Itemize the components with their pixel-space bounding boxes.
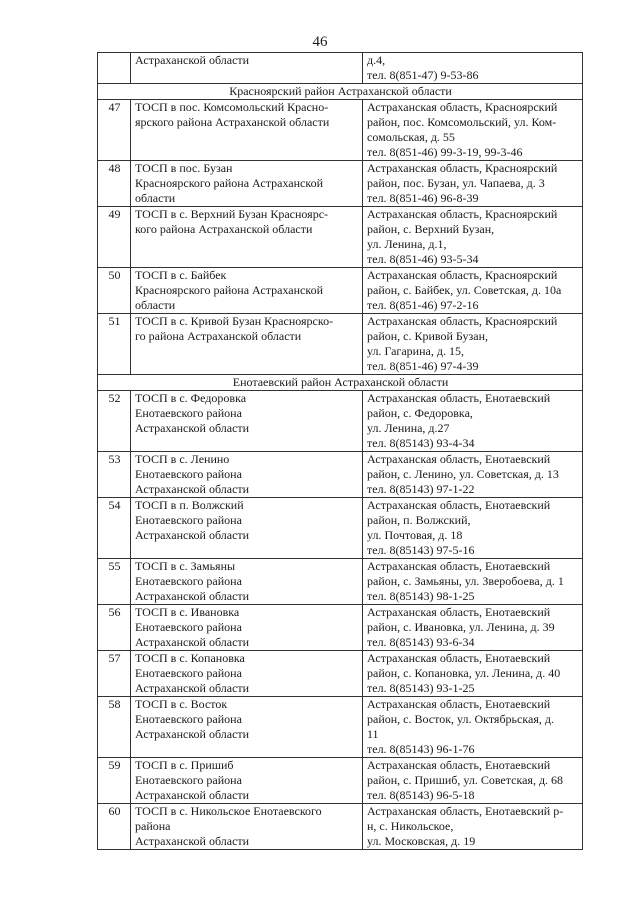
row-number: 48 [98, 161, 131, 207]
office-name: ТОСП в с. Федоровка Енотаевского района Астраханской области [131, 391, 363, 452]
office-address: Астраханская область, Енотаевский район, п. Волжский, ул. Почтовая, д. 18 тел. 8(85143) 97-5-16 [363, 498, 583, 559]
continuation-row [98, 53, 583, 84]
region-header-row [98, 375, 583, 391]
row-number: 50 [98, 268, 131, 314]
office-address: Астраханская область, Енотаевский район, с. Ленино, ул. Советская, д. 13 тел. 8(85143) 97-1-22 [363, 452, 583, 498]
region-title: Енотаевский район Астраханской области [98, 375, 583, 391]
office-address: Астраханская область, Красноярский район, пос. Бузан, ул. Чапаева, д. 3 тел. 8(851-46) 96-8-39 [363, 161, 583, 207]
table-row [98, 268, 583, 314]
office-address: Астраханская область, Красноярский район, с. Байбек, ул. Советская, д. 10а тел. 8(851-46) 97-2-16 [363, 268, 583, 314]
office-name: ТОСП в с. Никольское Енотаевского района Астраханской области [131, 804, 363, 850]
offices-table [97, 52, 583, 850]
table-row [98, 100, 583, 161]
table-row [98, 605, 583, 651]
offices-table-body [98, 53, 583, 850]
row-number: 47 [98, 100, 131, 161]
table-row [98, 207, 583, 268]
row-number: 60 [98, 804, 131, 850]
office-address: Астраханская область, Енотаевский район, с. Замьяны, ул. Зверобоева, д. 1 тел. 8(85143) 98-1-25 [363, 559, 583, 605]
office-address: Астраханская область, Енотаевский район, с. Пришиб, ул. Советская, д. 68 тел. 8(85143) 96-5-18 [363, 758, 583, 804]
office-name: ТОСП в с. Копановка Енотаевского района Астраханской области [131, 651, 363, 697]
office-name: ТОСП в пос. Комсомольский Красно- ярского района Астраханской области [131, 100, 363, 161]
table-row [98, 452, 583, 498]
office-address: Астраханская область, Красноярский район, пос. Комсомольский, ул. Ком- сомольская, д. 55 тел. 8(851-46) 99-3-19, 99-3-46 [363, 100, 583, 161]
table-row [98, 161, 583, 207]
row-number: 58 [98, 697, 131, 758]
table-row [98, 498, 583, 559]
page-number: 46 [312, 34, 328, 50]
row-number: 56 [98, 605, 131, 651]
office-address: Астраханская область, Енотаевский район, с. Копановка, ул. Ленина, д. 40 тел. 8(85143) 93-1-25 [363, 651, 583, 697]
row-number: 55 [98, 559, 131, 605]
row-number: 57 [98, 651, 131, 697]
region-title: Красноярский район Астраханской области [98, 84, 583, 100]
office-address: Астраханская область, Енотаевский р- н, с. Никольское, ул. Московская, д. 19 [363, 804, 583, 850]
office-name: ТОСП в пос. Бузан Красноярского района Астраханской области [131, 161, 363, 207]
row-number [98, 53, 131, 84]
table-row [98, 758, 583, 804]
office-name: ТОСП в с. Кривой Бузан Красноярско- го района Астраханской области [131, 314, 363, 375]
region-header-row [98, 84, 583, 100]
office-name: Астраханской области [131, 53, 363, 84]
office-name: ТОСП в с. Верхний Бузан Красноярс- кого района Астраханской области [131, 207, 363, 268]
row-number: 53 [98, 452, 131, 498]
office-address: Астраханская область, Красноярский район, с. Верхний Бузан, ул. Ленина, д.1, тел. 8(851-46) 93-5-34 [363, 207, 583, 268]
office-address: Астраханская область, Енотаевский район, с. Федоровка, ул. Ленина, д.27 тел. 8(85143) 93-4-34 [363, 391, 583, 452]
office-address: Астраханская область, Енотаевский район, с. Ивановка, ул. Ленина, д. 39 тел. 8(85143) 93-6-34 [363, 605, 583, 651]
row-number: 52 [98, 391, 131, 452]
office-name: ТОСП в с. Замьяны Енотаевского района Астраханской области [131, 559, 363, 605]
office-name: ТОСП в п. Волжский Енотаевского района Астраханской области [131, 498, 363, 559]
table-row [98, 651, 583, 697]
office-name: ТОСП в с. Пришиб Енотаевского района Астраханской области [131, 758, 363, 804]
row-number: 54 [98, 498, 131, 559]
row-number: 59 [98, 758, 131, 804]
office-address: Астраханская область, Красноярский район, с. Кривой Бузан, ул. Гагарина, д. 15, тел. 8(851-46) 97-4-39 [363, 314, 583, 375]
office-address: Астраханская область, Енотаевский район, с. Восток, ул. Октябрьская, д. 11 тел. 8(85143) 96-1-76 [363, 697, 583, 758]
row-number: 51 [98, 314, 131, 375]
table-row [98, 804, 583, 850]
table-row [98, 391, 583, 452]
table-row [98, 697, 583, 758]
office-name: ТОСП в с. Ивановка Енотаевского района Астраханской области [131, 605, 363, 651]
table-row [98, 559, 583, 605]
row-number: 49 [98, 207, 131, 268]
office-name: ТОСП в с. Ленино Енотаевского района Астраханской области [131, 452, 363, 498]
table-row [98, 314, 583, 375]
office-address: д.4, тел. 8(851-47) 9-53-86 [363, 53, 583, 84]
office-name: ТОСП в с. Байбек Красноярского района Астраханской области [131, 268, 363, 314]
office-name: ТОСП в с. Восток Енотаевского района Астраханской области [131, 697, 363, 758]
